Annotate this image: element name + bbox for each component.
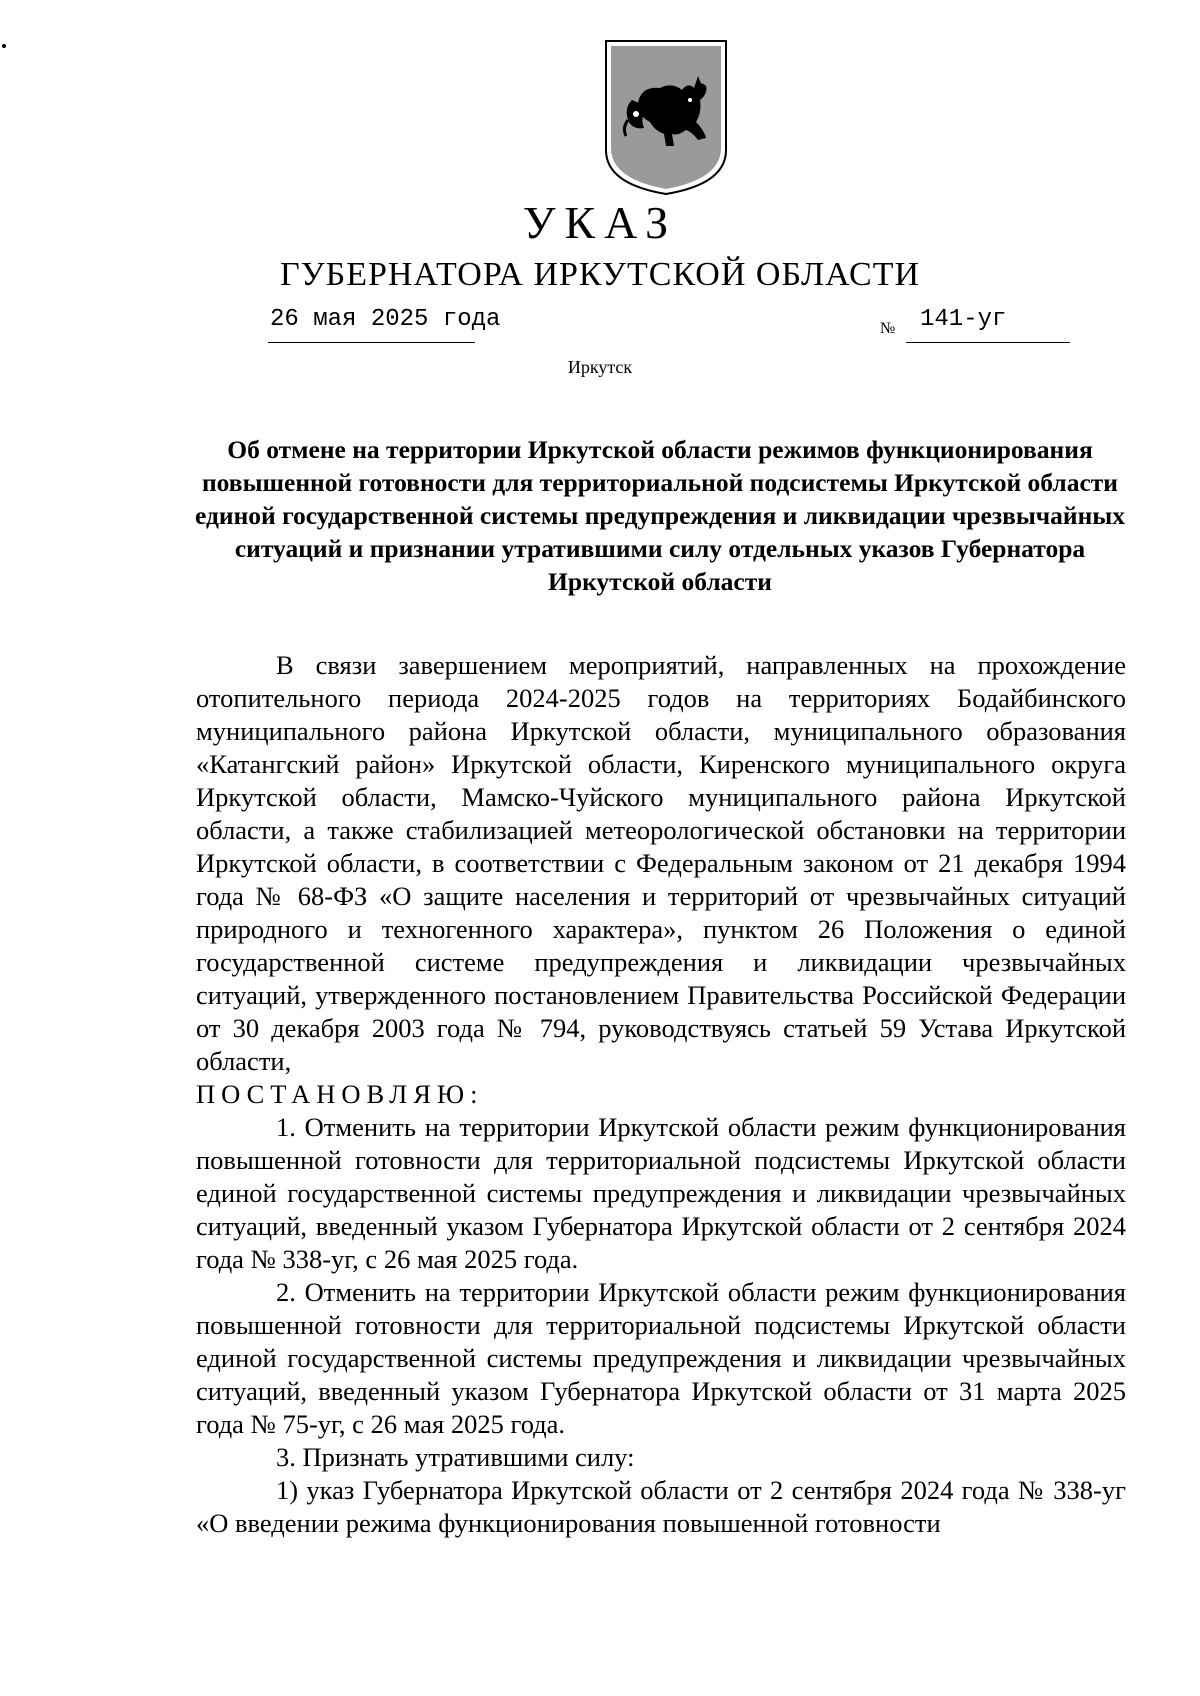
decree-date-field [270,306,501,333]
decree-number: 141-уг [920,306,1007,333]
item-3-paragraph: 3. Признать утратившими силу: [276,1442,635,1472]
item-1-paragraph: 1. Отменить на территории Иркутской области режим функционирования повышенной готовности для территориальной подсистемы Иркутской области единой государственной системы предупреждения и ликвидации чрезвычайных ситуаций, введенный указом Губернатора Иркутской области от 2 сентября 2024 года № 338-уг, с 26 мая 2025 года. [196,1112,1126,1274]
coat-of-arms-icon [602,38,730,196]
number-underline [906,342,1070,343]
date-underline [268,342,475,343]
decree-authority: ГУБЕРНАТОРА ИРКУТСКОЙ ОБЛАСТИ [279,256,921,293]
preamble-paragraph: В связи завершением мероприятий, направленных на прохождение отопительного периода 2024-2025 годов на территориях Бодайбинского муниципального района Иркутской области, муниципального образования «Катангский район» Иркутской области, Киренского муниципального округа Иркутской области, Мамско-Чуйского муниципального района Иркутской области, а также стабилизацией метеорологической обстановки на территории Иркутской области, в соответствии с Федеральным законом от 21 декабря 1994 года № 68-ФЗ «О защите населения и территорий от чрезвычайных ситуаций природного и техногенного характера», пунктом 26 Положения о единой государственной системе предупреждения и ликвидации чрезвычайных ситуаций, утвержденного постановлением Правительства Российской Федерации от 30 декабря 2003 года № 794, руководствуясь статьей 59 Устава Иркутской области, [196,650,1126,1076]
item-2-paragraph: 2. Отменить на территории Иркутской области режим функционирования повышенной готовности для территориальной подсистемы Иркутской области единой государственной системы предупреждения и ликвидации чрезвычайных ситуаций, введенный указом Губернатора Иркутской области от 31 марта 2025 года № 75-уг, с 26 мая 2025 года. [196,1277,1126,1439]
decree-subject: Об отмене на территории Иркутской области режимов функционирования повышенной готовности для территориальной подсистемы Иркутской области единой государственной системы предупреждения и ликвидации чрезвычайных ситуаций и признании утратившими силу отдельных указов Губернатора Иркутской области [195,435,1125,596]
decree-title: УКАЗ [522,197,678,248]
scan-speck [2,44,6,48]
decree-body [196,649,1126,1540]
number-sign: № [880,320,896,337]
decree-city: Иркутск [567,357,633,377]
item-3-1-paragraph: 1) указ Губернатора Иркутской области от 2 сентября 2024 года № 338-уг «О введении режима функционирования повышенной готовности [196,1475,1126,1538]
resolve-heading: ПОСТАНОВЛЯЮ: [196,1079,484,1109]
decree-date: 26 мая 2025 года [270,306,501,333]
